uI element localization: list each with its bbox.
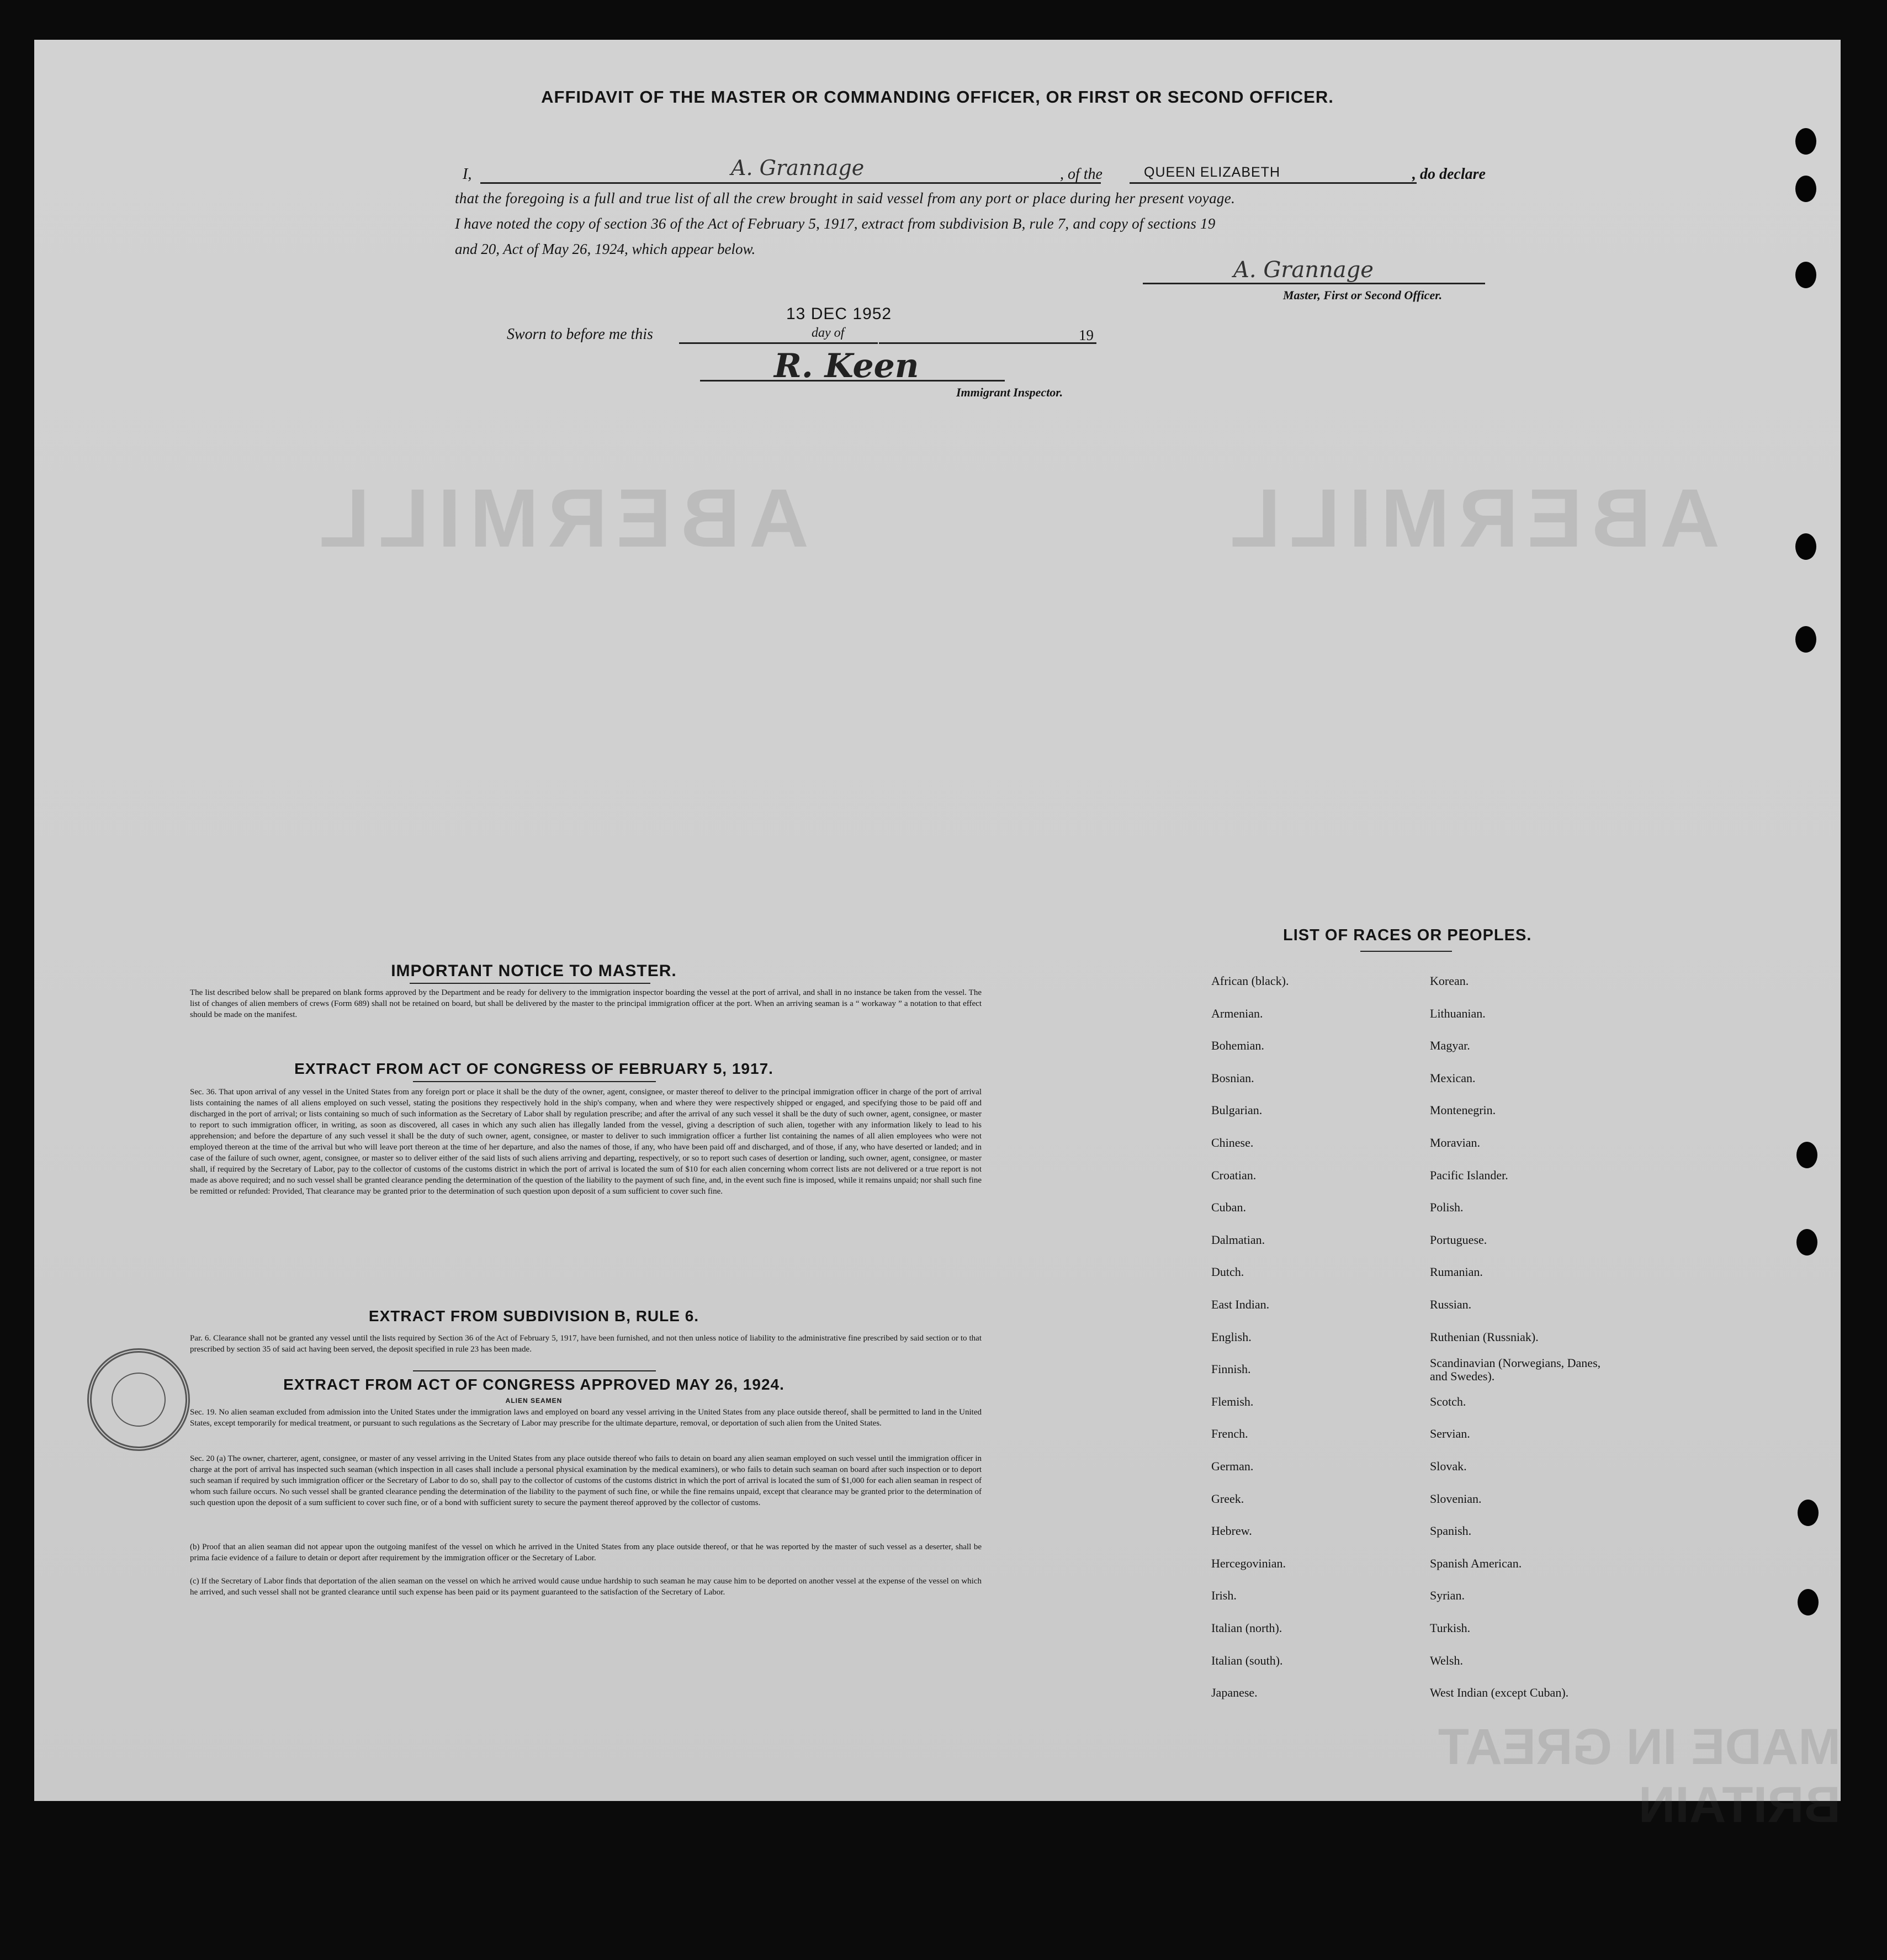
race-item: Moravian. <box>1430 1136 1481 1149</box>
sworn-month-line <box>879 342 1096 344</box>
notice-heading: IMPORTANT NOTICE TO MASTER. <box>391 962 677 980</box>
race-item: Welsh. <box>1430 1653 1463 1667</box>
bleed-through-watermark: ABERMILL <box>310 472 809 564</box>
affidavit-heading: AFFIDAVIT OF THE MASTER OR COMMANDING OFFICER, OR FIRST OR SECOND OFFICER. <box>541 87 1334 107</box>
act-1924-sec19: Sec. 19. No alien seaman excluded from admission into the United States under the immigration laws and employed on board any vessel arriving in the United States from any place outside thereof, shall be permitted to land in the United States, except temporarily for medical treatment, or pursuant to such regulations as the Secretary of Labor may prescribe for the ultimate departure, removal, or deportation of such alien from the United States. <box>190 1408 982 1428</box>
race-item: Croatian. <box>1211 1168 1257 1182</box>
race-item: English. <box>1211 1329 1252 1344</box>
master-name-line <box>480 182 1101 184</box>
race-item: Pacific Islander. <box>1430 1168 1508 1182</box>
bleed-through-watermark: ABERMILL <box>1221 472 1720 564</box>
punch-hole <box>1795 176 1816 202</box>
affidavit-line-4: and 20, Act of May 26, 1924, which appear below. <box>455 241 756 257</box>
year-prefix: 19 <box>1079 327 1094 343</box>
race-item: Irish. <box>1211 1588 1237 1603</box>
race-item: Armenian. <box>1211 1006 1263 1020</box>
race-item: Greek. <box>1211 1491 1244 1506</box>
act-1917-rule <box>413 1081 656 1082</box>
race-item: Chinese. <box>1211 1136 1254 1149</box>
punch-hole <box>1796 1229 1817 1256</box>
notice-heading-rule <box>410 983 650 984</box>
race-item: Bulgarian. <box>1211 1103 1263 1117</box>
affidavit-line-3: I have noted the copy of section 36 of the Act of February 5, 1917, extract from subdivision B, rule 7, and copy of sections 19 <box>455 215 1216 232</box>
document-page <box>34 40 1841 1833</box>
affidavit-of-the: , of the <box>1060 166 1102 183</box>
race-item: Italian (south). <box>1211 1653 1283 1667</box>
race-item: Finnish. <box>1211 1362 1251 1376</box>
act-1917-body: Sec. 36. That upon arrival of any vessel in the United States from any foreign port or place it shall be the duty of the owner, agent, consignee, or master thereof to deliver to the principal immigration officer in charge of the port of arrival lists containing the names of all aliens employed on such vessel, stating the positions they respectively hold in the ship's company, when and where they were respectively shipped or engaged, and specifying those to be paid off and discharged in the port of arrival; or lists containing so much of such information as the Secretary of Labor shall by regulation prescribe; and after the arrival of any such vessel it shall be the duty of such owner, agent, consignee, or master to report to such immigration officer, in writing, as soon as discovered, all cases in which any such alien has illegally landed from the vessel, giving a description of such alien, together with any information likely to lead to his apprehension; and before the departure of any such vessel it shall be the duty of such owner, agent, consignee, or master to deliver to such immigration officer a further list containing the names of all alien employees who were not employed thereon at the time of the arrival but who will leave port thereon at the time of her departure, and also the names of those, if any, who have been paid off and discharged, and of those, if any, who have deserted or landed; and in case of the failure of such owner, agent, consignee, or master so to deliver either of the said lists of such aliens arriving and departing, respectively, or so to report such cases of desertion or landing, such owner, agent, consignee, or master shall, if required by the Secretary of Labor, pay to the collector of customs of the customs district in which the port of arrival is located the sum of $10 for each alien concerning whom correct lists are not delivered or a true report is not made as above required; and no such vessel shall be granted clearance pending the determination of the question of the liability to the payment of such fine, and, in the event such fine is imposed, while it remains unpaid; nor shall such fine be remitted or refunded: Provided, That clearance may be granted prior to the determination of such question upon deposit of a sum sufficient to cover such fine. <box>190 1088 982 1196</box>
race-item: Mexican. <box>1430 1071 1476 1085</box>
punch-hole <box>1798 1500 1819 1526</box>
vessel-name: QUEEN ELIZABETH <box>1144 165 1280 180</box>
act-1917-heading: EXTRACT FROM ACT OF CONGRESS OF FEBRUARY 5, 1917. <box>294 1060 773 1077</box>
race-item: Scandinavian (Norwegians, Danes, and Swedes). <box>1430 1356 1601 1384</box>
affidavit-do-declare: , do declare <box>1412 166 1486 183</box>
rule-6-rule <box>413 1370 656 1371</box>
punch-hole <box>1795 128 1816 155</box>
race-item: Hercegovinian. <box>1211 1556 1286 1570</box>
race-item: Japanese. <box>1211 1686 1258 1700</box>
rule-6-body: Par. 6. Clearance shall not be granted any vessel until the lists required by Section 36 of the Act of February 5, 1917, have been furnished, and not then unless notice of liability to the administrative fine prescribed by said section or to that prescribed by section 35 of said act having been served, the deposit specified in rule 23 has been made. <box>190 1334 982 1354</box>
race-item: Spanish American. <box>1430 1556 1522 1570</box>
master-name-handwriting: A. Grannage <box>731 156 865 180</box>
race-item: West Indian (except Cuban). <box>1430 1686 1569 1700</box>
punch-hole <box>1795 533 1816 560</box>
race-item: Dalmatian. <box>1211 1232 1265 1247</box>
race-item: African (black). <box>1211 974 1289 988</box>
punch-hole <box>1795 626 1816 653</box>
master-signature-line <box>1143 283 1485 284</box>
race-item: Magyar. <box>1430 1039 1470 1053</box>
sworn-day-line <box>679 342 878 344</box>
sworn-text: Sworn to before me this <box>507 326 653 343</box>
master-signature: A. Grannage <box>1233 257 1374 283</box>
inspector-caption: Immigrant Inspector. <box>956 385 1063 399</box>
race-item: Servian. <box>1430 1427 1470 1441</box>
rule-6-heading: EXTRACT FROM SUBDIVISION B, RULE 6. <box>368 1307 699 1325</box>
race-item: Lithuanian. <box>1430 1006 1486 1020</box>
race-item: Polish. <box>1430 1200 1464 1215</box>
race-item: Italian (north). <box>1211 1621 1282 1635</box>
race-item: French. <box>1211 1427 1248 1441</box>
races-heading-rule <box>1360 951 1452 952</box>
race-item: Hebrew. <box>1211 1524 1252 1538</box>
race-item: Bosnian. <box>1211 1071 1254 1085</box>
act-1924-sec20b: (b) Proof that an alien seaman did not appear upon the outgoing manifest of the vessel on which he arrived in the United States from any place outside thereof, or that he was reported by the master of such vessel as a deserter, shall be prima facie evidence of a failure to detain or deport after requirement by the immigration officer or the Secretary of Labor. <box>190 1543 982 1562</box>
race-item: Russian. <box>1430 1297 1472 1311</box>
race-item: Syrian. <box>1430 1588 1465 1603</box>
race-item: East Indian. <box>1211 1297 1270 1311</box>
inspector-signature: R. Keen <box>774 347 919 385</box>
race-item: Montenegrin. <box>1430 1103 1496 1117</box>
punch-hole <box>1795 262 1816 288</box>
date-stamp: 13 DEC 1952 <box>786 305 892 323</box>
day-of-label: day of <box>812 326 845 340</box>
affidavit-i-prefix: I, <box>463 166 472 183</box>
race-item: German. <box>1211 1459 1254 1473</box>
act-1924-heading: EXTRACT FROM ACT OF CONGRESS APPROVED MAY 26, 1924. <box>283 1376 785 1393</box>
punch-hole <box>1798 1589 1819 1615</box>
race-item: Dutch. <box>1211 1265 1244 1279</box>
vessel-name-line <box>1130 182 1417 184</box>
race-item: Korean. <box>1430 974 1469 988</box>
notice-body: The list described below shall be prepared on blank forms approved by the Department and be ready for delivery to the immigration inspector boarding the vessel at the port of arrival, and shall in no instance be taken from the vessel. The list of changes of alien members of crews (Form 689) shall not be retained on board, but shall be delivered by the master to the principal immigration officer at the port. When an arriving seaman is a “ workaway ” a notation to that effect should be made on the manifest. <box>190 988 982 1019</box>
bleed-through-watermark: MADE IN GREAT BRITAIN <box>1438 1719 1841 1833</box>
act-1924-sec20a: Sec. 20 (a) The owner, charterer, agent, consignee, or master of any vessel arriving in the United States from any place outside thereof who fails to detain on board any alien seaman employed on such vessel until the immigration officer in charge at the port of arrival has inspected such seaman (which inspection in all cases shall include a personal physical examination by the medical examiners), or who fails to detain such seaman on board after such inspection or to deport such seaman if required by such immigration officer or the Secretary of Labor to do so, shall pay to the collector of customs of the customs district in which the port of arrival is located the sum of $1,000 for each alien seaman in respect of whom such failure occurs. No such vessel shall be granted clearance pending the determination of the liability to the payment of such fine, or while the fine remains unpaid, except that clearance may be granted prior to the determination of such question upon the deposit of a sum sufficient to cover such fine, or of a bond with sufficient surety to secure the payment thereof approved by the collector of customs. <box>190 1454 982 1507</box>
race-item: Bohemian. <box>1211 1039 1264 1053</box>
official-seal-inner-ring <box>112 1373 166 1427</box>
race-item: Portuguese. <box>1430 1232 1487 1247</box>
race-item: Slovak. <box>1430 1459 1467 1473</box>
race-item: Scotch. <box>1430 1394 1466 1408</box>
affidavit-line-2: that the foregoing is a full and true list of all the crew brought in said vessel from any port or place during her present voyage. <box>455 190 1236 206</box>
race-item: Cuban. <box>1211 1200 1246 1215</box>
act-1924-sec20c: (c) If the Secretary of Labor finds that deportation of the alien seaman on the vessel on which he arrived would cause undue hardship to such seaman he may cause him to be deported on another vessel at the expense of the vessel on which he arrived, and such vessel shall not be granted clearance until such expense has been paid or its payment guaranteed to the satisfaction of the Secretary of Labor. <box>190 1577 982 1597</box>
inspector-signature-line <box>700 380 1005 382</box>
race-item: Rumanian. <box>1430 1265 1483 1279</box>
race-item: Turkish. <box>1430 1621 1471 1635</box>
race-item: Slovenian. <box>1430 1491 1482 1506</box>
punch-hole <box>1796 1142 1817 1168</box>
master-caption: Master, First or Second Officer. <box>1283 288 1443 302</box>
act-1924-subheading: ALIEN SEAMEN <box>505 1397 563 1405</box>
race-item: Flemish. <box>1211 1394 1254 1408</box>
race-item: Ruthenian (Russniak). <box>1430 1329 1539 1344</box>
races-heading: LIST OF RACES OR PEOPLES. <box>1283 926 1532 944</box>
race-item: Spanish. <box>1430 1524 1472 1538</box>
